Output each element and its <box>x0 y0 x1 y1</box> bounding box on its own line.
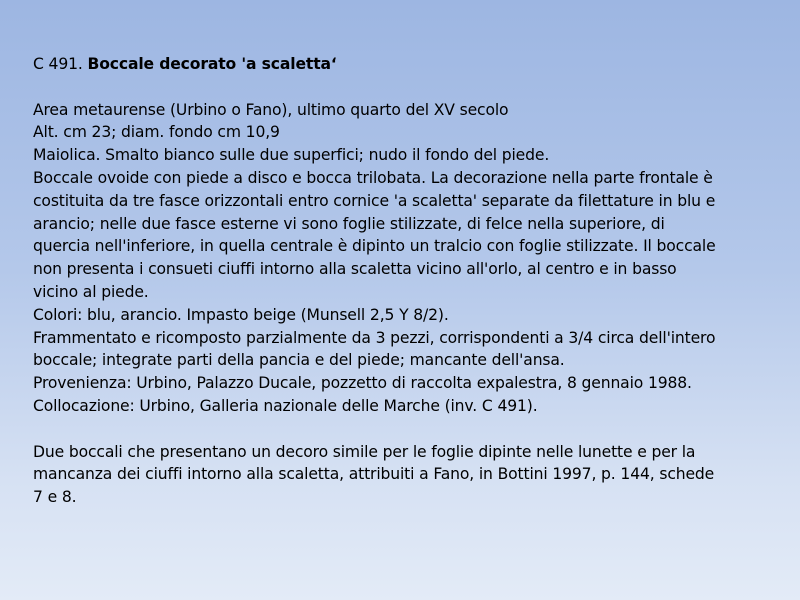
catalog-card-text <box>33 53 768 509</box>
description-line: non presenta i consueti ciuffi intorno alla scaletta vicino all'orlo, al centro e in basso <box>33 260 677 279</box>
paragraph-gap <box>33 76 768 99</box>
description-line: arancio; nelle due fasce esterne vi sono foglie stilizzate, di felce nella superiore, di <box>33 214 665 233</box>
note-line: mancanza dei ciuffi intorno alla scaletta, attribuiti a Fano, in Bottini 1997, p. 144, schede <box>33 465 715 484</box>
description-line: boccale; integrate parti della pancia e del piede; mancante dell'ansa. <box>33 351 565 370</box>
card-title-code: C 491. <box>33 55 83 73</box>
paragraph-gap <box>33 418 768 441</box>
card-title-name: Boccale decorato 'a scaletta‘ <box>87 55 337 73</box>
note-line: Due boccali che presentano un decoro simile per le foglie dipinte nelle lunette e per la <box>33 442 696 461</box>
description-line: Provenienza: Urbino, Palazzo Ducale, pozzetto di raccolta expalestra, 8 gennaio 1988. <box>33 374 692 393</box>
description-line: Colori: blu, arancio. Impasto beige (Munsell 2,5 Y 8/2). <box>33 305 449 324</box>
description-line: costituita da tre fasce orizzontali entro cornice 'a scaletta' separate da filettature in blu e <box>33 191 716 210</box>
description-line: Frammentato e ricomposto parzialmente da 3 pezzi, corrispondenti a 3/4 circa dell'intero <box>33 328 716 347</box>
note-block <box>33 441 768 509</box>
description-line: Area metaurense (Urbino o Fano), ultimo quarto del XV secolo <box>33 100 509 119</box>
description-line: quercia nell'inferiore, in quella centrale è dipinto un tralcio con foglie stilizzate. Il boccale <box>33 237 716 256</box>
description-line: Maiolica. Smalto bianco sulle due superfici; nudo il fondo del piede. <box>33 146 550 165</box>
description-line: vicino al piede. <box>33 282 149 301</box>
description-block <box>33 99 768 418</box>
note-line: 7 e 8. <box>33 488 77 507</box>
description-line: Collocazione: Urbino, Galleria nazionale delle Marche (inv. C 491). <box>33 396 538 415</box>
description-line: Boccale ovoide con piede a disco e bocca trilobata. La decorazione nella parte frontale è <box>33 168 713 187</box>
card-title <box>33 53 768 76</box>
description-line: Alt. cm 23; diam. fondo cm 10,9 <box>33 123 280 142</box>
